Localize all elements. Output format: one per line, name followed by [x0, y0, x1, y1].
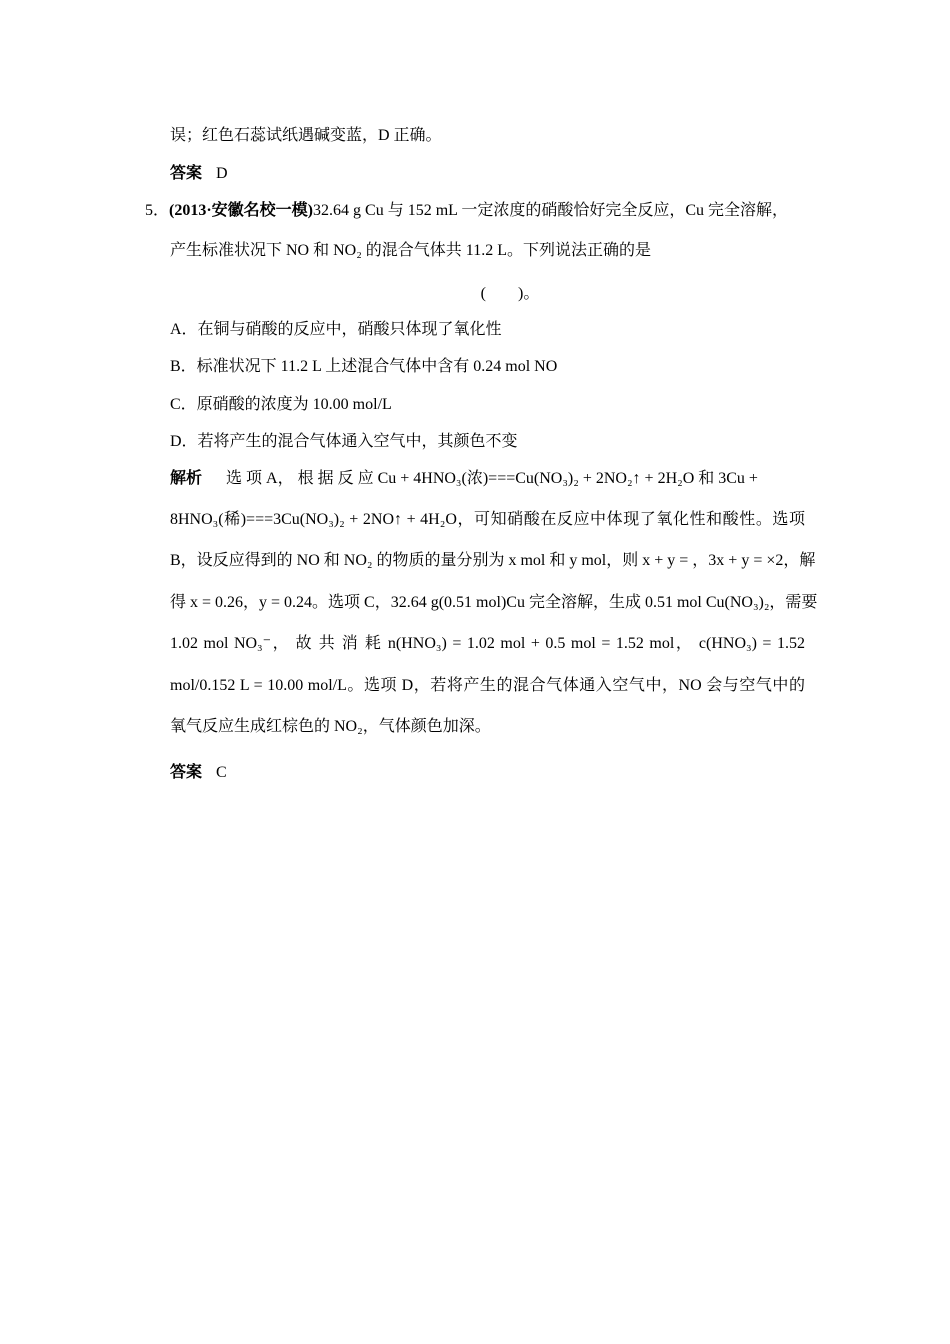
final-answer-label: 答案	[170, 764, 203, 781]
analysis-line-7: 氧气反应生成红棕色的 NO₂，气体颜色加深。	[170, 718, 491, 735]
previous-answer-value: D	[216, 165, 228, 182]
previous-answer	[170, 163, 810, 185]
option-c: C．原硝酸的浓度为 10.00 mol/L	[170, 396, 392, 413]
final-answer-value: C	[216, 764, 227, 781]
question-stem-line-2: 产生标准状况下 NO 和 NO₂ 的混合气体共 11.2 L。下列说法正确的是	[170, 242, 651, 259]
question-stem-text: 32.64 g Cu 与 152 mL 一定浓度的硝酸恰好完全反应，Cu 完全溶解，	[313, 202, 788, 219]
answer-bracket: ( )。	[480, 285, 540, 302]
analysis-line-1	[170, 468, 805, 490]
analysis-line-4: 得 x = 0.26，y = 0.24。选项 C，32.64 g(0.51 mol)Cu 完全溶解，生成 0.51 mol Cu(NO₃)₂，需要	[170, 594, 818, 611]
analysis-line-2: 8HNO₃(稀)===3Cu(NO₃)₂ + 2NO↑ + 4H₂O，可知硝酸在反应中体现了氧化性和酸性。选项	[170, 511, 805, 528]
analysis-text-1: 选 项 A， 根 据 反 应 Cu + 4HNO₃(浓)===Cu(NO₃)₂ + 2NO₂↑ + 2H₂O 和 3Cu +	[226, 470, 758, 487]
option-a: A．在铜与硝酸的反应中，硝酸只体现了氧化性	[170, 321, 502, 338]
analysis-label: 解析	[170, 470, 203, 487]
option-d: D．若将产生的混合气体通入空气中，其颜色不变	[170, 433, 518, 450]
question-stem-line-1	[145, 200, 810, 222]
analysis-line-3: B，设反应得到的 NO 和 NO₂ 的物质的量分别为 x mol 和 y mol，则 x + y = ，3x + y = ×2，解	[170, 552, 816, 569]
previous-answer-label: 答案	[170, 165, 203, 182]
previous-analysis-tail: 误；红色石蕊试纸遇碱变蓝，D 正确。	[170, 127, 442, 144]
final-answer	[170, 762, 810, 784]
option-b: B．标准状况下 11.2 L 上述混合气体中含有 0.24 mol NO	[170, 358, 558, 375]
question-number: 5．	[145, 202, 170, 219]
question-source: (2013·安徽名校一模)	[169, 202, 314, 219]
analysis-line-6: mol/0.152 L = 10.00 mol/L。选项 D，若将产生的混合气体通入空气中，NO 会与空气中的	[170, 677, 805, 694]
analysis-line-5: 1.02 mol NO₃⁻， 故 共 消 耗 n(HNO₃) = 1.02 mol + 0.5 mol = 1.52 mol， c(HNO₃) = 1.52	[170, 635, 805, 652]
